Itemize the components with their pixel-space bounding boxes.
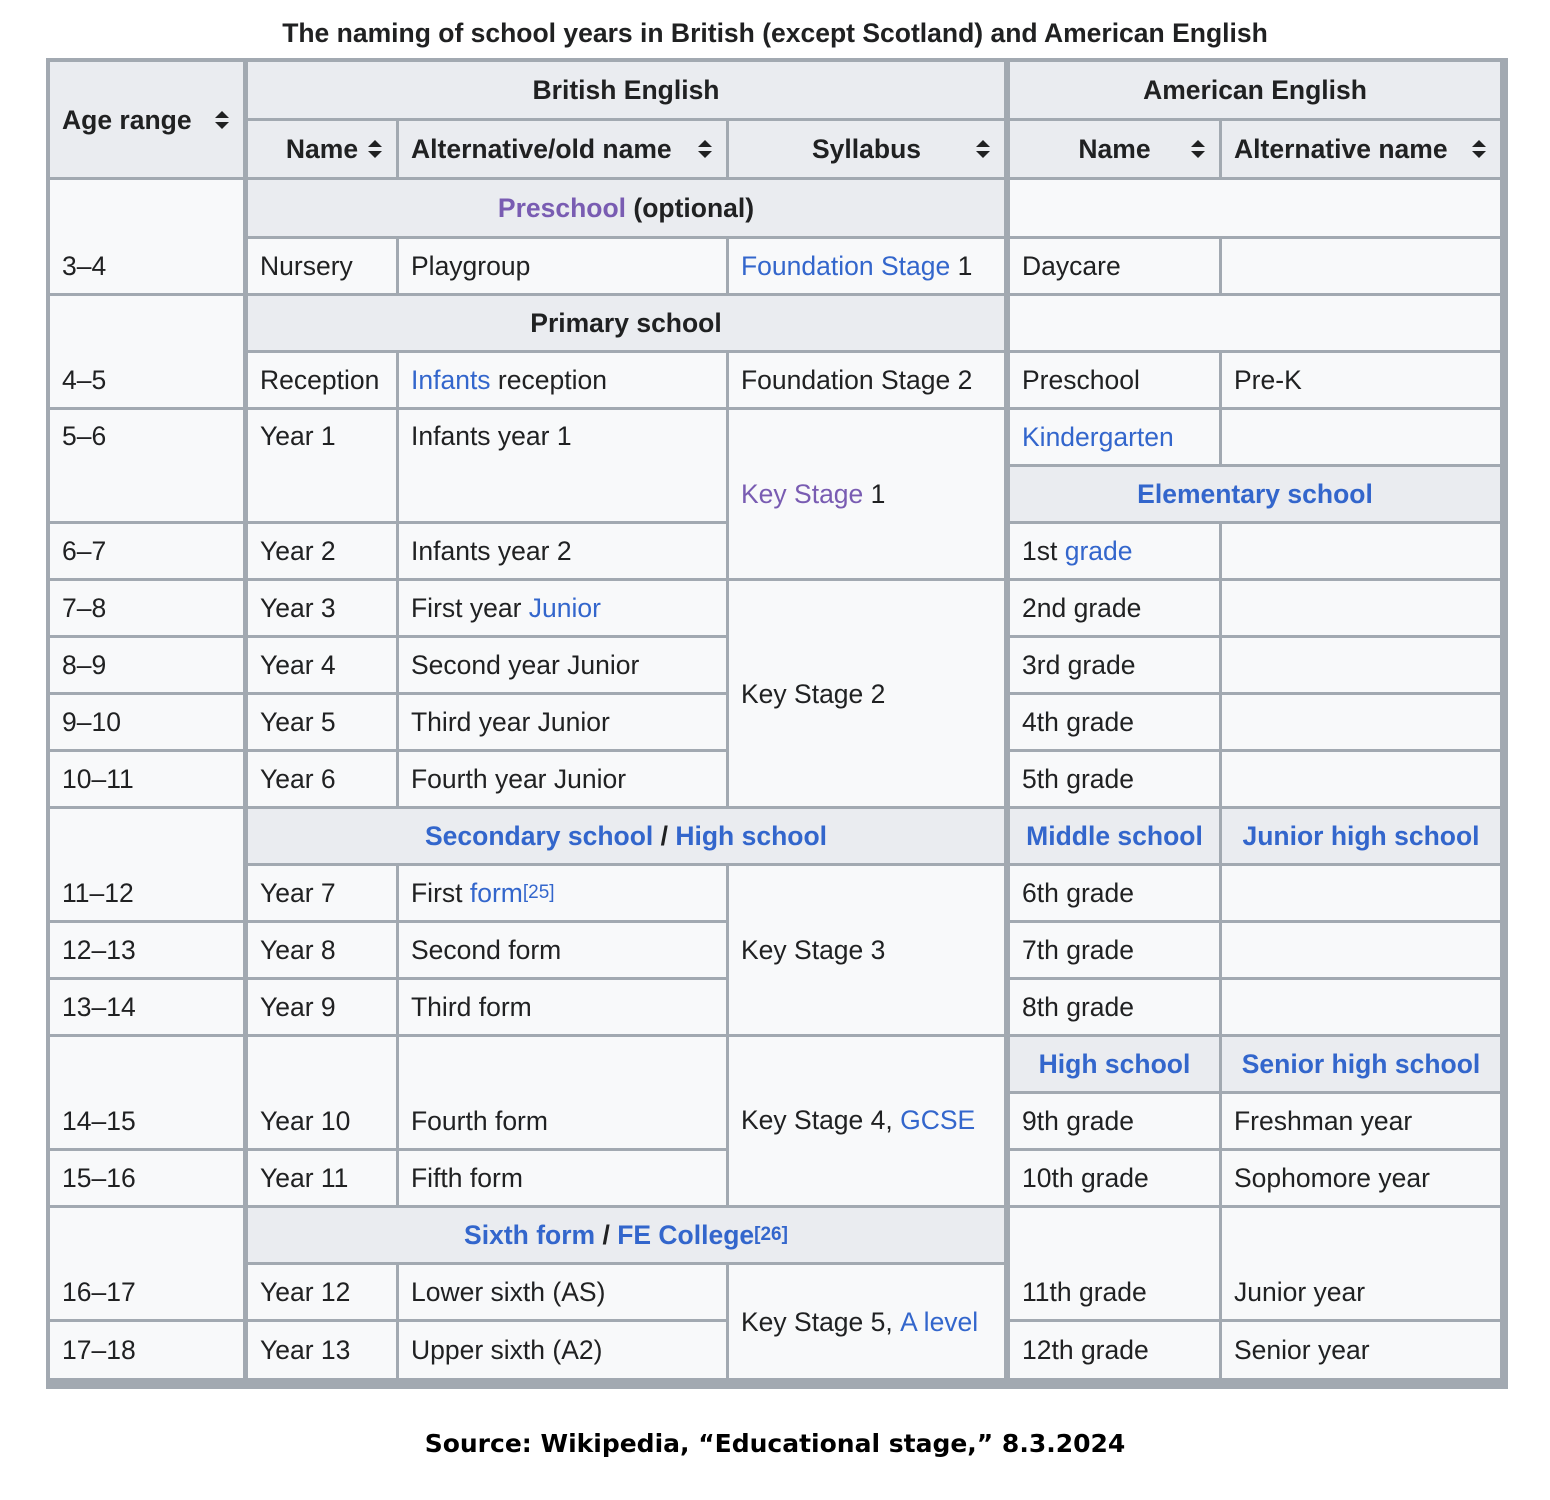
high-school-link[interactable]: High school [675,821,827,851]
section-junior-high-school [1222,809,1500,863]
header-age-range-label: Age range [62,104,192,135]
age-cell-9-10: 9–10 [50,695,243,749]
uk-alt-cell: Infants year 2 [399,524,726,578]
uk-alt-cell: Infants year 1 [399,410,726,521]
syllabus-cell-key-stage-1: Key Stage 1 [729,410,1004,578]
uk-alt-cell: First year Junior [399,581,726,635]
secondary-school-link[interactable]: Secondary school [425,821,654,851]
us-name-cell: 3rd grade [1010,638,1219,692]
uk-name-cell: Year 4 [248,638,396,692]
us-alt-cell [1222,752,1500,806]
uk-name-cell: Year 1 [248,410,396,521]
grade-link[interactable]: grade [1064,536,1133,566]
age-cell-15-16: 15–16 [50,1151,243,1205]
us-alt-cell: Junior year [1222,1208,1500,1319]
section-middle-school [1010,809,1219,863]
age-cell-7-8: 7–8 [50,581,243,635]
sort-arrows-icon[interactable] [976,140,990,158]
uk-name-cell: Year 6 [248,752,396,806]
school-years-table [46,58,1508,1389]
uk-alt-cell: Playgroup [399,239,726,293]
uk-alt-cell: Infants reception [399,353,726,407]
section-preschool: Preschool (optional) [248,180,1004,236]
age-cell-13-14: 13–14 [50,980,243,1034]
uk-name-cell: Year 10 [248,1037,396,1148]
header-uk-syllabus[interactable] [729,121,1004,177]
age-cell-5-6: 5–6 [50,410,243,521]
us-alt-cell [1222,581,1500,635]
syllabus-cell-key-stage-3: Key Stage 3 [729,866,1004,1034]
us-name-cell: 10th grade [1010,1151,1219,1205]
us-empty-cell [1010,180,1500,236]
us-name-cell: 12th grade [1010,1322,1219,1378]
header-american-english: American English [1010,62,1500,118]
uk-name-cell: Year 3 [248,581,396,635]
uk-alt-cell: Upper sixth (A2) [399,1322,726,1378]
header-uk-syllabus-label: Syllabus [812,134,921,164]
uk-alt-cell: Second year Junior [399,638,726,692]
a-level-link[interactable]: A level [900,1306,979,1337]
us-alt-cell [1222,866,1500,920]
syllabus-cell-key-stage-4: Key Stage 4, GCSE [729,1037,1004,1205]
header-us-alternative-label: Alternative name [1234,134,1448,164]
kindergarten-link[interactable]: Kindergarten [1022,422,1174,452]
us-name-cell: 8th grade [1010,980,1219,1034]
us-alt-cell: Freshman year [1222,1094,1500,1148]
header-us-name-label: Name [1078,134,1151,164]
age-cell-14-15: 14–15 [50,1037,243,1148]
source-note: Source: Wikipedia, “Educational stage,” 8.3.2024 [424,1429,1126,1458]
us-name-cell: Daycare [1010,239,1219,293]
us-empty-cell [1010,296,1500,350]
header-uk-alternative[interactable] [399,121,726,177]
header-uk-alternative-label: Alternative/old name [411,134,672,164]
us-alt-cell: Senior year [1222,1322,1500,1378]
us-name-cell: 7th grade [1010,923,1219,977]
us-name-cell: 5th grade [1010,752,1219,806]
fe-college-link[interactable]: FE College [617,1220,755,1250]
uk-alt-cell: Fifth form [399,1151,726,1205]
sort-arrows-icon[interactable] [1472,140,1486,158]
foundation-stage-link[interactable]: Foundation Stage [741,251,951,281]
us-alt-cell [1222,923,1500,977]
sort-arrows-icon[interactable] [698,140,712,158]
uk-name-cell: Year 5 [248,695,396,749]
age-cell-12-13: 12–13 [50,923,243,977]
uk-name-cell: Year 11 [248,1151,396,1205]
age-cell-11-12: 11–12 [50,809,243,920]
section-senior-high-school [1222,1037,1500,1091]
uk-name-cell: Year 7 [248,866,396,920]
us-name-cell: 6th grade [1010,866,1219,920]
table-caption: The naming of school years in British (except Scotland) and American English [282,18,1268,48]
infants-link[interactable]: Infants [411,365,491,395]
us-alt-cell: Sophomore year [1222,1151,1500,1205]
sixth-form-link[interactable]: Sixth form [464,1220,596,1250]
senior-high-school-link[interactable]: Senior high school [1241,1049,1481,1079]
syllabus-cell: Foundation Stage 2 [729,353,1004,407]
key-stage-link[interactable]: Key Stage [741,479,864,509]
header-british-english: British English [248,62,1004,118]
us-name-cell: 1st grade [1010,524,1219,578]
uk-name-cell: Nursery [248,239,396,293]
uk-alt-cell: Lower sixth (AS) [399,1265,726,1319]
uk-alt-cell: Second form [399,923,726,977]
uk-alt-cell: Fourth form [399,1037,726,1148]
us-alt-cell [1222,695,1500,749]
age-cell-8-9: 8–9 [50,638,243,692]
syllabus-cell-key-stage-5: Key Stage 5, A level [729,1265,1004,1378]
age-cell-16-17: 16–17 [50,1208,243,1319]
us-alt-cell [1222,239,1500,293]
age-cell-4-5: 4–5 [50,296,243,407]
us-alt-cell: Pre-K [1222,353,1500,407]
uk-name-cell: Year 13 [248,1322,396,1378]
us-high-school-link[interactable]: High school [1038,1049,1191,1079]
uk-name-cell: Year 9 [248,980,396,1034]
section-high-school [1010,1037,1219,1091]
header-uk-name[interactable] [248,121,396,177]
middle-school-link[interactable]: Middle school [1026,821,1203,851]
syllabus-cell-key-stage-2: Key Stage 2 [729,581,1004,806]
us-alt-cell [1222,410,1500,464]
uk-alt-cell: First form [25] [399,866,726,920]
junior-high-school-link[interactable]: Junior high school [1242,821,1480,851]
section-sixth-form: Sixth form / FE College [26] [248,1208,1004,1262]
sort-arrows-icon[interactable] [1191,140,1205,158]
us-name-cell: 2nd grade [1010,581,1219,635]
preschool-link[interactable]: Preschool [497,193,627,223]
us-name-cell: 11th grade [1010,1208,1219,1319]
section-elementary-school [1010,467,1500,521]
age-cell-3-4: 3–4 [50,180,243,293]
header-uk-name-label: Name [285,134,359,164]
uk-name-cell: Reception [248,353,396,407]
age-cell-17-18: 17–18 [50,1322,243,1378]
us-name-cell [1010,410,1219,464]
uk-alt-cell: Third year Junior [399,695,726,749]
age-cell-10-11: 10–11 [50,752,243,806]
uk-alt-cell: Third form [399,980,726,1034]
us-alt-cell [1222,980,1500,1034]
us-alt-cell [1222,638,1500,692]
syllabus-cell: Foundation Stage 1 [729,239,1004,293]
uk-alt-cell: Fourth year Junior [399,752,726,806]
gcse-link[interactable]: GCSE [900,1105,976,1135]
us-alt-cell [1222,524,1500,578]
us-name-cell: 4th grade [1010,695,1219,749]
header-us-name[interactable] [1010,121,1219,177]
header-us-alternative[interactable] [1222,121,1500,177]
form-link[interactable]: form [469,878,523,908]
junior-link[interactable]: Junior [528,593,601,623]
uk-name-cell: Year 12 [248,1265,396,1319]
section-secondary-school: Secondary school / High school [248,809,1004,863]
sort-arrows-icon[interactable] [368,140,382,158]
sort-arrows-icon[interactable] [215,111,229,129]
header-age-range[interactable] [50,62,243,177]
uk-name-cell: Year 2 [248,524,396,578]
elementary-school-link[interactable]: Elementary school [1137,479,1373,509]
us-name-cell: Preschool [1010,353,1219,407]
us-name-cell: 9th grade [1010,1094,1219,1148]
uk-name-cell: Year 8 [248,923,396,977]
age-cell-6-7: 6–7 [50,524,243,578]
section-primary-school: Primary school [248,296,1004,350]
